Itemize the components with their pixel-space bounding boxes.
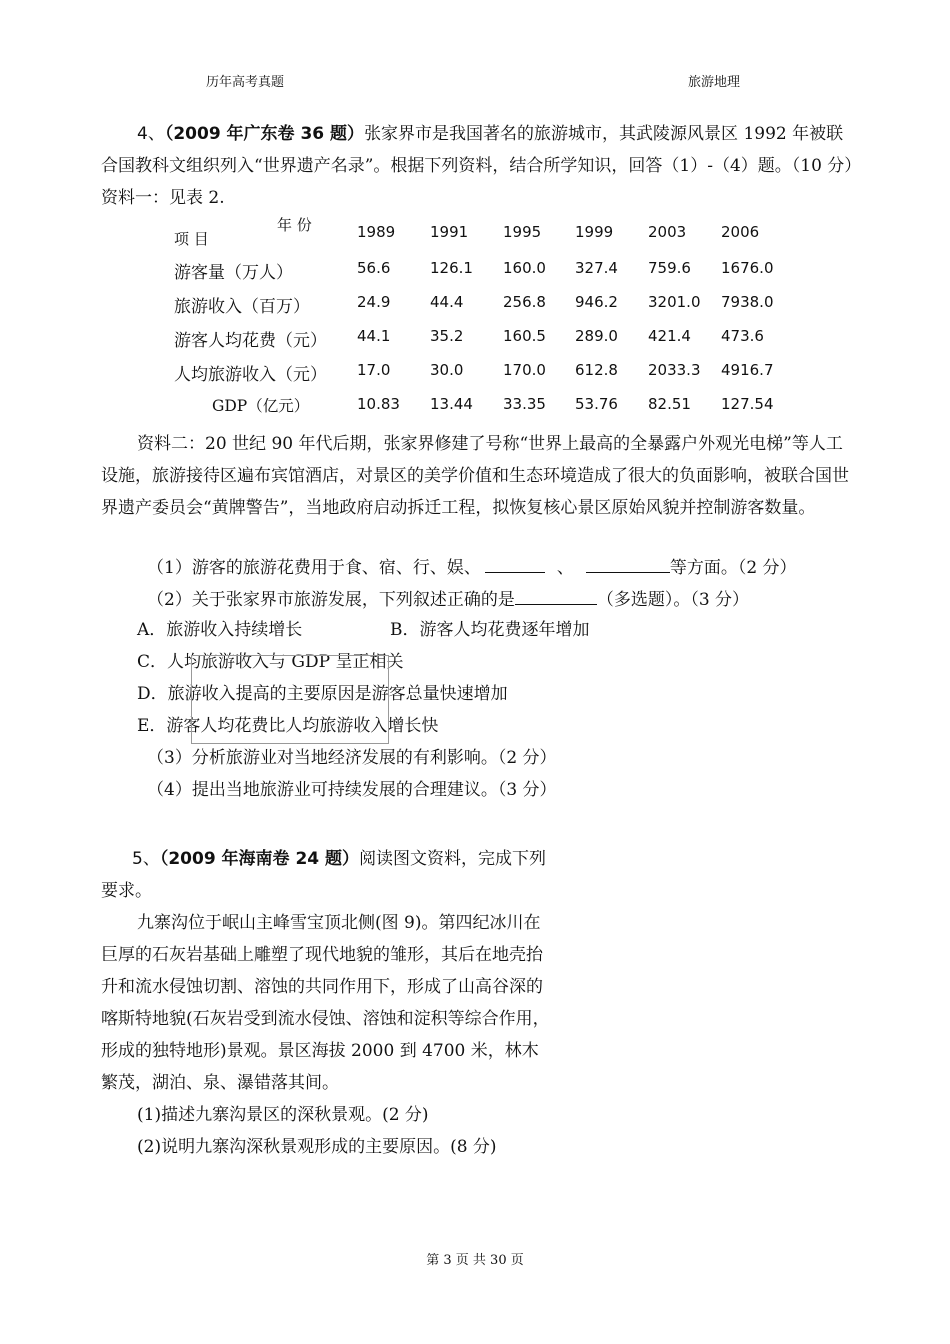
year-header: 2003: [648, 223, 687, 241]
page-footer: 第 3 页 共 30 页: [426, 1253, 524, 1268]
table-cell: 44.4: [430, 293, 464, 311]
option-d: D．旅游收入提高的主要原因是游客总量快速增加: [137, 684, 508, 704]
table-cell: 160.5: [503, 327, 546, 345]
table-cell: 327.4: [575, 259, 618, 277]
option-c: C．人均旅游收入与 GDP 呈正相关: [137, 652, 404, 672]
table-cell: 13.44: [430, 395, 473, 413]
table-row-label: 游客量（万人）: [174, 263, 293, 283]
q4-sub1-end: 等方面。（2 分）: [669, 558, 797, 578]
q4-number: 4、: [137, 124, 165, 144]
option-a: A．旅游收入持续增长: [137, 620, 303, 640]
table-cell: 44.1: [357, 327, 391, 345]
q4-sub1: [147, 556, 797, 578]
q4-sub3: （3）分析旅游业对当地经济发展的有利影响。（2 分）: [147, 748, 557, 768]
table-cell: 53.76: [575, 395, 618, 413]
q5-paragraph: 九寨沟位于岷山主峰雪宝顶北侧(图 9)。第四纪冰川在巨厚的石灰岩基础上雕塑了现代地貌的雏形，其后在地壳抬升和流水侵蚀切割、溶蚀的共同作用下，形成了山高谷深的喀斯特地貌(石灰岩受到流水侵蚀、溶蚀和淀积等综合作用，形成的独特地形)景观。景区海拔 2000 到 4700 米，林木繁茂，湖泊、泉、瀑错落其间。: [101, 913, 550, 1093]
answer-blank[interactable]: [586, 556, 670, 573]
q4-source: （2009 年广东卷 36 题）: [164, 124, 365, 144]
table-cell: 17.0: [357, 361, 391, 379]
question-4-intro: [101, 118, 853, 214]
q4-sub2-end: （多选题）。（3 分）: [596, 590, 750, 610]
table-corner-year: 年 份: [277, 216, 312, 234]
table-row-label: 游客人均花费（元）: [174, 331, 327, 351]
q5-source: （2009 年海南卷 24 题）: [159, 849, 360, 869]
q5-sub2: (2)说明九寨沟深秋景观形成的主要原因。(8 分): [137, 1137, 497, 1157]
table-cell: 170.0: [503, 361, 546, 379]
table-cell: 126.1: [430, 259, 473, 277]
table-cell: 4916.7: [721, 361, 774, 379]
table-cell: 30.0: [430, 361, 464, 379]
table-cell: 1676.0: [721, 259, 774, 277]
table-cell: 3201.0: [648, 293, 701, 311]
table-row-label: 旅游收入（百万）: [174, 297, 310, 317]
table-cell: 2033.3: [648, 361, 701, 379]
q4-sub2: [147, 588, 749, 610]
table-cell: 10.83: [357, 395, 400, 413]
table-cell: 946.2: [575, 293, 618, 311]
table-cell: 473.6: [721, 327, 764, 345]
q4-sub2-text: （2）关于张家界市旅游发展，下列叙述正确的是: [147, 590, 515, 610]
table-cell: 56.6: [357, 259, 391, 277]
table-cell: 24.9: [357, 293, 391, 311]
table-cell: 289.0: [575, 327, 618, 345]
year-header: 1995: [503, 223, 542, 241]
option-e: E．游客人均花费比人均旅游收入增长快: [137, 716, 439, 736]
table-cell: 256.8: [503, 293, 546, 311]
table-cell: 7938.0: [721, 293, 774, 311]
question-5: [101, 843, 551, 1163]
table-cell: 160.0: [503, 259, 546, 277]
q4-sub1-sep: 、: [556, 558, 574, 578]
material-2-text: 资料二：20 世纪 90 年代后期，张家界修建了号称“世界上最高的全暴露户外观光电梯”等人工设施，旅游接待区遍布宾馆酒店，对景区的美学价值和生态环境造成了很大的负面影响，被联合国世界遗产委员会“黄牌警告”，当地政府启动拆迁工程，拟恢复核心景区原始风貌并控制游客数量。: [101, 434, 849, 518]
year-header: 1991: [430, 223, 469, 241]
header-left-title: 历年高考真题: [206, 75, 285, 90]
table-cell: 82.51: [648, 395, 691, 413]
table-cell: 612.8: [575, 361, 618, 379]
table-cell: 421.4: [648, 327, 691, 345]
q4-sub4: （4）提出当地旅游业可持续发展的合理建议。（3 分）: [147, 780, 557, 800]
table-cell: 759.6: [648, 259, 691, 277]
answer-blank[interactable]: [515, 588, 597, 605]
header-right-title: 旅游地理: [688, 75, 741, 90]
table-cell: 127.54: [721, 395, 774, 413]
year-header: 2006: [721, 223, 760, 241]
table-row-label: 人均旅游收入（元）: [174, 365, 327, 385]
table-cell: 33.35: [503, 395, 546, 413]
table-row-label: GDP（亿元）: [212, 397, 310, 415]
option-b: B．游客人均花费逐年增加: [390, 620, 590, 640]
year-header: 1989: [357, 223, 396, 241]
q4-text: 张家界市是我国著名的旅游城市，其武陵源风景区 1992 年被联合国教科文组织列入“世界遗产名录”。根据下列资料，结合所学知识，回答（1）-（4）题。（10 分）资料一：见表 2.: [101, 124, 853, 208]
q5-sub1: (1)描述九寨沟景区的深秋景观。(2 分): [137, 1105, 429, 1125]
table-cell: 35.2: [430, 327, 464, 345]
answer-blank[interactable]: [485, 556, 545, 573]
material-2: [101, 428, 853, 524]
q5-number: 5、: [132, 849, 160, 869]
table-corner-item: 项 目: [174, 230, 209, 248]
q5-text: 阅读图文资料，完成下列要求。: [101, 849, 547, 901]
year-header: 1999: [575, 223, 614, 241]
q4-sub1-text: （1）游客的旅游花费用于食、宿、行、娱、: [147, 558, 481, 578]
